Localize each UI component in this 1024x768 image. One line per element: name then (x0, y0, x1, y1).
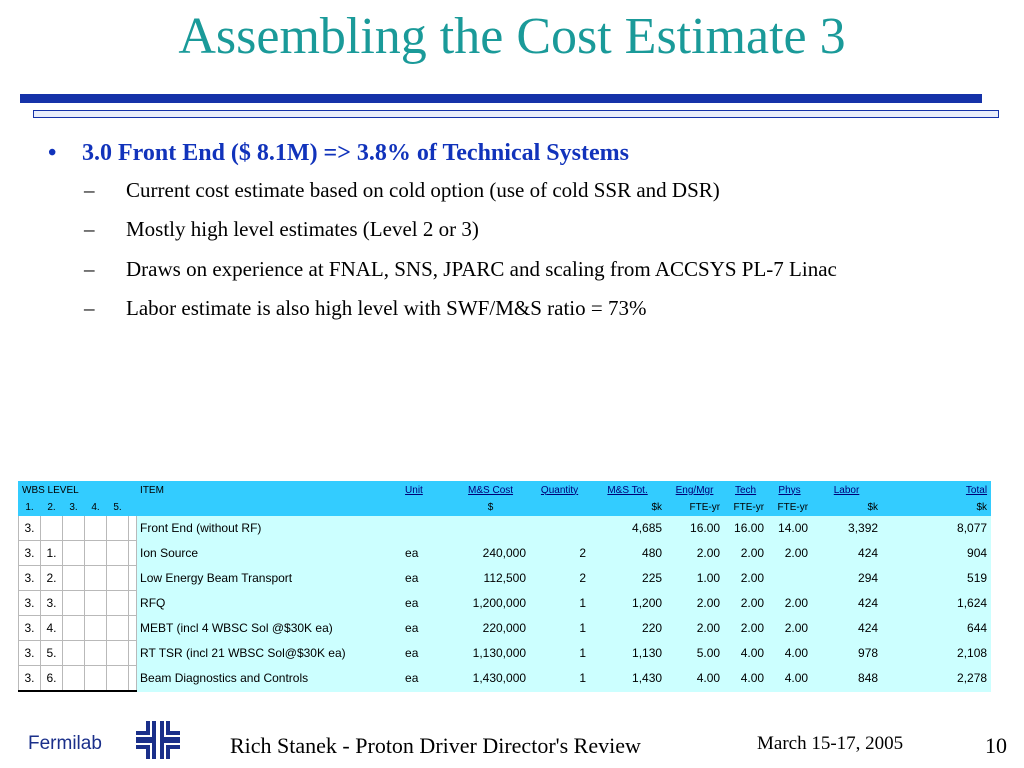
cell-level-4 (85, 516, 107, 541)
header-labor-unit: $k (812, 499, 882, 516)
cell-level-5 (107, 541, 129, 566)
cell-spacer (129, 591, 137, 616)
cell-quantity: 1 (530, 666, 590, 692)
table-row (19, 616, 991, 641)
cell-ms-tot: 480 (590, 541, 666, 566)
header-item-blank (137, 499, 402, 516)
cell-labor: 978 (812, 641, 882, 666)
cell-tech: 2.00 (724, 591, 768, 616)
header-unit: Unit (402, 482, 452, 499)
cell-labor: 848 (812, 666, 882, 692)
sub-bullet (84, 295, 988, 322)
header-ms-tot: M&S Tot. (590, 482, 666, 499)
cell-level-2: 4. (41, 616, 63, 641)
main-bullet-text: 3.0 Front End ($ 8.1M) => 3.8% of Technical Systems (82, 140, 629, 166)
cell-item: Ion Source (137, 541, 402, 566)
cell-level-2: 5. (41, 641, 63, 666)
cell-phys: 14.00 (768, 516, 812, 541)
header-tech-unit: FTE-yr (724, 499, 768, 516)
header-level-2: 2. (41, 499, 63, 516)
header-tech: Tech (724, 482, 768, 499)
header-unit-blank (402, 499, 452, 516)
header-quantity: Quantity (530, 482, 590, 499)
cell-phys (768, 566, 812, 591)
cell-tech: 16.00 (724, 516, 768, 541)
cell-spacer (129, 616, 137, 641)
page-number: 10 (985, 733, 1007, 758)
cell-unit: ea (402, 566, 452, 591)
table-row (19, 641, 991, 666)
footer-org: Fermilab (28, 733, 102, 754)
sub-bullet (84, 256, 988, 283)
cell-ms-tot: 1,130 (590, 641, 666, 666)
cell-level-3 (63, 666, 85, 692)
cell-total: 2,108 (882, 641, 991, 666)
cell-level-5 (107, 566, 129, 591)
cell-unit: ea (402, 591, 452, 616)
table-row (19, 666, 991, 692)
table-header-row (19, 482, 991, 499)
cell-spacer (129, 541, 137, 566)
cell-spacer (129, 566, 137, 591)
bullet-list (48, 140, 988, 334)
cell-level-2: 3. (41, 591, 63, 616)
cell-level-5 (107, 616, 129, 641)
cell-level-2: 2. (41, 566, 63, 591)
cell-level-1: 3. (19, 566, 41, 591)
header-level-1: 1. (19, 499, 41, 516)
header-level-3: 3. (63, 499, 85, 516)
table-row (19, 541, 991, 566)
header-ms-cost-unit: $ (452, 499, 530, 516)
header-ms-tot-unit: $k (590, 499, 666, 516)
header-eng-mgr-unit: FTE-yr (666, 499, 724, 516)
cell-level-3 (63, 566, 85, 591)
cell-ms-cost: 240,000 (452, 541, 530, 566)
cell-level-2 (41, 516, 63, 541)
header-ms-cost: M&S Cost (452, 482, 530, 499)
cell-level-4 (85, 541, 107, 566)
cell-eng-mgr: 1.00 (666, 566, 724, 591)
cell-phys: 2.00 (768, 616, 812, 641)
cell-phys: 2.00 (768, 541, 812, 566)
dash-marker: – (84, 295, 95, 320)
cell-total: 519 (882, 566, 991, 591)
header-level-5: 5. (107, 499, 129, 516)
header-phys-unit: FTE-yr (768, 499, 812, 516)
footer-presenter: Rich Stanek - Proton Driver Director's Review (230, 733, 641, 758)
cell-tech: 4.00 (724, 641, 768, 666)
sub-bullet-text: Draws on experience at FNAL, SNS, JPARC and scaling from ACCSYS PL-7 Linac (126, 256, 837, 281)
sub-bullet-text: Mostly high level estimates (Level 2 or 3) (126, 217, 479, 242)
cell-eng-mgr: 4.00 (666, 666, 724, 692)
slide-title: Assembling the Cost Estimate 3 (178, 8, 846, 65)
cell-total: 904 (882, 541, 991, 566)
cell-ms-tot: 4,685 (590, 516, 666, 541)
cell-quantity: 1 (530, 591, 590, 616)
sub-bullet (84, 177, 988, 204)
bullet-marker: • (48, 140, 57, 166)
cell-quantity: 1 (530, 616, 590, 641)
cell-ms-tot: 1,430 (590, 666, 666, 692)
cell-level-4 (85, 591, 107, 616)
cell-ms-tot: 220 (590, 616, 666, 641)
cell-ms-tot: 225 (590, 566, 666, 591)
cell-eng-mgr: 2.00 (666, 616, 724, 641)
cell-quantity: 1 (530, 641, 590, 666)
cell-labor: 3,392 (812, 516, 882, 541)
cell-labor: 424 (812, 541, 882, 566)
cell-spacer (129, 666, 137, 692)
cell-level-2: 6. (41, 666, 63, 692)
cell-total: 2,278 (882, 666, 991, 692)
cell-quantity (530, 516, 590, 541)
header-total: Total (882, 482, 991, 499)
cell-ms-cost: 220,000 (452, 616, 530, 641)
header-labor: Labor (812, 482, 882, 499)
cell-unit: ea (402, 666, 452, 692)
cell-level-1: 3. (19, 516, 41, 541)
cell-labor: 424 (812, 591, 882, 616)
cell-quantity: 2 (530, 541, 590, 566)
cell-level-3 (63, 516, 85, 541)
cell-phys: 4.00 (768, 666, 812, 692)
cell-unit: ea (402, 641, 452, 666)
cell-level-4 (85, 666, 107, 692)
cell-eng-mgr: 16.00 (666, 516, 724, 541)
cell-spacer (129, 641, 137, 666)
header-quantity-blank (530, 499, 590, 516)
cell-level-3 (63, 616, 85, 641)
sub-bullet-text: Labor estimate is also high level with SWF/M&S ratio = 73% (126, 295, 647, 320)
cell-level-4 (85, 616, 107, 641)
cell-phys: 4.00 (768, 641, 812, 666)
table-row (19, 516, 991, 541)
cell-eng-mgr: 2.00 (666, 591, 724, 616)
cell-level-5 (107, 641, 129, 666)
header-level-4: 4. (85, 499, 107, 516)
cell-ms-cost: 1,430,000 (452, 666, 530, 692)
cell-level-3 (63, 641, 85, 666)
header-item: ITEM (137, 482, 402, 499)
cell-labor: 424 (812, 616, 882, 641)
cell-level-4 (85, 566, 107, 591)
dash-marker: – (84, 217, 95, 242)
cell-level-3 (63, 541, 85, 566)
cell-level-5 (107, 666, 129, 692)
cell-ms-cost: 1,200,000 (452, 591, 530, 616)
cell-ms-tot: 1,200 (590, 591, 666, 616)
cell-labor: 294 (812, 566, 882, 591)
dash-marker: – (84, 256, 95, 281)
header-total-unit: $k (882, 499, 991, 516)
sub-bullet (84, 216, 988, 243)
cell-tech: 2.00 (724, 616, 768, 641)
cell-level-2: 1. (41, 541, 63, 566)
cell-item: RT TSR (incl 21 WBSC Sol@$30K ea) (137, 641, 402, 666)
cell-quantity: 2 (530, 566, 590, 591)
cell-level-5 (107, 591, 129, 616)
cell-spacer (129, 516, 137, 541)
cost-table (18, 481, 991, 692)
header-spacer (129, 499, 137, 516)
cell-unit (402, 516, 452, 541)
header-wbs-level: WBS LEVEL (19, 482, 137, 499)
cell-tech: 2.00 (724, 541, 768, 566)
cell-unit: ea (402, 616, 452, 641)
title-divider-thick (20, 94, 982, 103)
dash-marker: – (84, 178, 95, 202)
title-divider-thin (33, 110, 999, 118)
cell-level-1: 3. (19, 666, 41, 692)
cell-ms-cost (452, 516, 530, 541)
cell-item: Front End (without RF) (137, 516, 402, 541)
cell-item: Low Energy Beam Transport (137, 566, 402, 591)
cell-level-4 (85, 641, 107, 666)
cell-total: 8,077 (882, 516, 991, 541)
cell-total: 1,624 (882, 591, 991, 616)
cell-item: Beam Diagnostics and Controls (137, 666, 402, 692)
header-phys: Phys (768, 482, 812, 499)
cell-level-1: 3. (19, 616, 41, 641)
cell-level-1: 3. (19, 591, 41, 616)
main-bullet (48, 140, 988, 167)
cell-item: MEBT (incl 4 WBSC Sol @$30K ea) (137, 616, 402, 641)
cell-unit: ea (402, 541, 452, 566)
cell-level-5 (107, 516, 129, 541)
table-row (19, 591, 991, 616)
cell-total: 644 (882, 616, 991, 641)
table-row (19, 566, 991, 591)
cell-phys: 2.00 (768, 591, 812, 616)
cell-ms-cost: 1,130,000 (452, 641, 530, 666)
header-eng-mgr: Eng/Mgr (666, 482, 724, 499)
cell-tech: 2.00 (724, 566, 768, 591)
cell-item: RFQ (137, 591, 402, 616)
cell-level-3 (63, 591, 85, 616)
table-body (19, 516, 991, 692)
cell-ms-cost: 112,500 (452, 566, 530, 591)
cell-eng-mgr: 2.00 (666, 541, 724, 566)
fermilab-logo-icon (134, 719, 182, 766)
cell-level-1: 3. (19, 641, 41, 666)
cell-eng-mgr: 5.00 (666, 641, 724, 666)
footer-date: March 15-17, 2005 (757, 733, 904, 754)
sub-bullet-text: Current cost estimate based on cold option (use of cold SSR and DSR) (126, 178, 720, 202)
cell-tech: 4.00 (724, 666, 768, 692)
cell-level-1: 3. (19, 541, 41, 566)
table-subheader-row (19, 499, 991, 516)
